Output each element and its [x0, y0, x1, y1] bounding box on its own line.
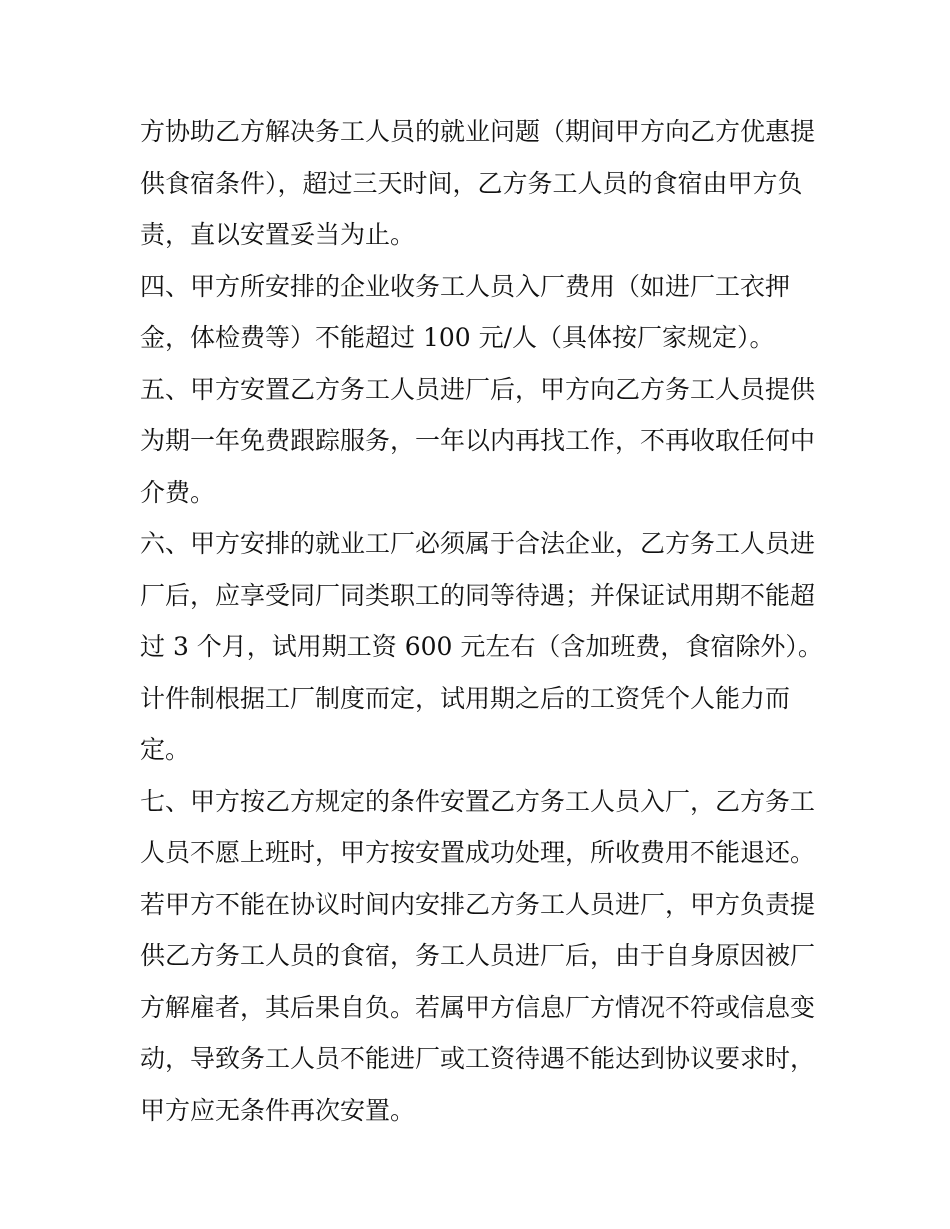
- text-line: 若甲方不能在协议时间内安排乙方务工人员进厂，甲方负责提: [140, 889, 816, 919]
- text-line: 金，体检费等）不能超过 100 元/人（具体按厂家规定）。: [140, 323, 775, 352]
- text-line: 七、甲方按乙方规定的条件安置乙方务工人员入厂，乙方务工: [140, 786, 816, 816]
- text-line: 动，导致务工人员不能进厂或工资待遇不能达到协议要求时，: [140, 1044, 816, 1073]
- text-line: 责，直以安置妥当为止。: [140, 220, 416, 249]
- text-line: 供食宿条件），超过三天时间，乙方务工人员的食宿由甲方负: [140, 168, 803, 198]
- text-line: 五、甲方安置乙方务工人员进厂后，甲方向乙方务工人员提供: [140, 374, 816, 404]
- text-line: 定。: [140, 735, 191, 764]
- text-line: 方协助乙方解决务工人员的就业问题（期间甲方向乙方优惠提: [140, 117, 816, 146]
- text-line: 四、甲方所安排的企业收务工人员入厂费用（如进厂工衣押: [140, 271, 791, 301]
- text-line: 供乙方务工人员的食宿，务工人员进厂后，由于自身原因被厂: [140, 941, 816, 970]
- text-line: 为期一年免费跟踪服务，一年以内再找工作，不再收取任何中: [140, 426, 816, 455]
- text-line: 方解雇者，其后果自负。若属甲方信息厂方情况不符或信息变: [140, 992, 816, 1022]
- text-line: 甲方应无条件再次安置。: [140, 1095, 416, 1125]
- text-line: 厂后，应享受同厂同类职工的同等待遇；并保证试用期不能超: [140, 580, 816, 610]
- text-line: 人员不愿上班时，甲方按安置成功处理，所收费用不能退还。: [140, 838, 816, 867]
- text-line: 计件制根据工厂制度而定，试用期之后的工资凭个人能力而: [140, 683, 791, 713]
- document-body: [140, 106, 840, 1136]
- text-line: 过 3 个月，试用期工资 600 元左右（含加班费，食宿除外）。: [140, 632, 823, 661]
- text-line: 六、甲方安排的就业工厂必须属于合法企业，乙方务工人员进: [140, 529, 816, 558]
- text-line: 介费。: [140, 477, 216, 507]
